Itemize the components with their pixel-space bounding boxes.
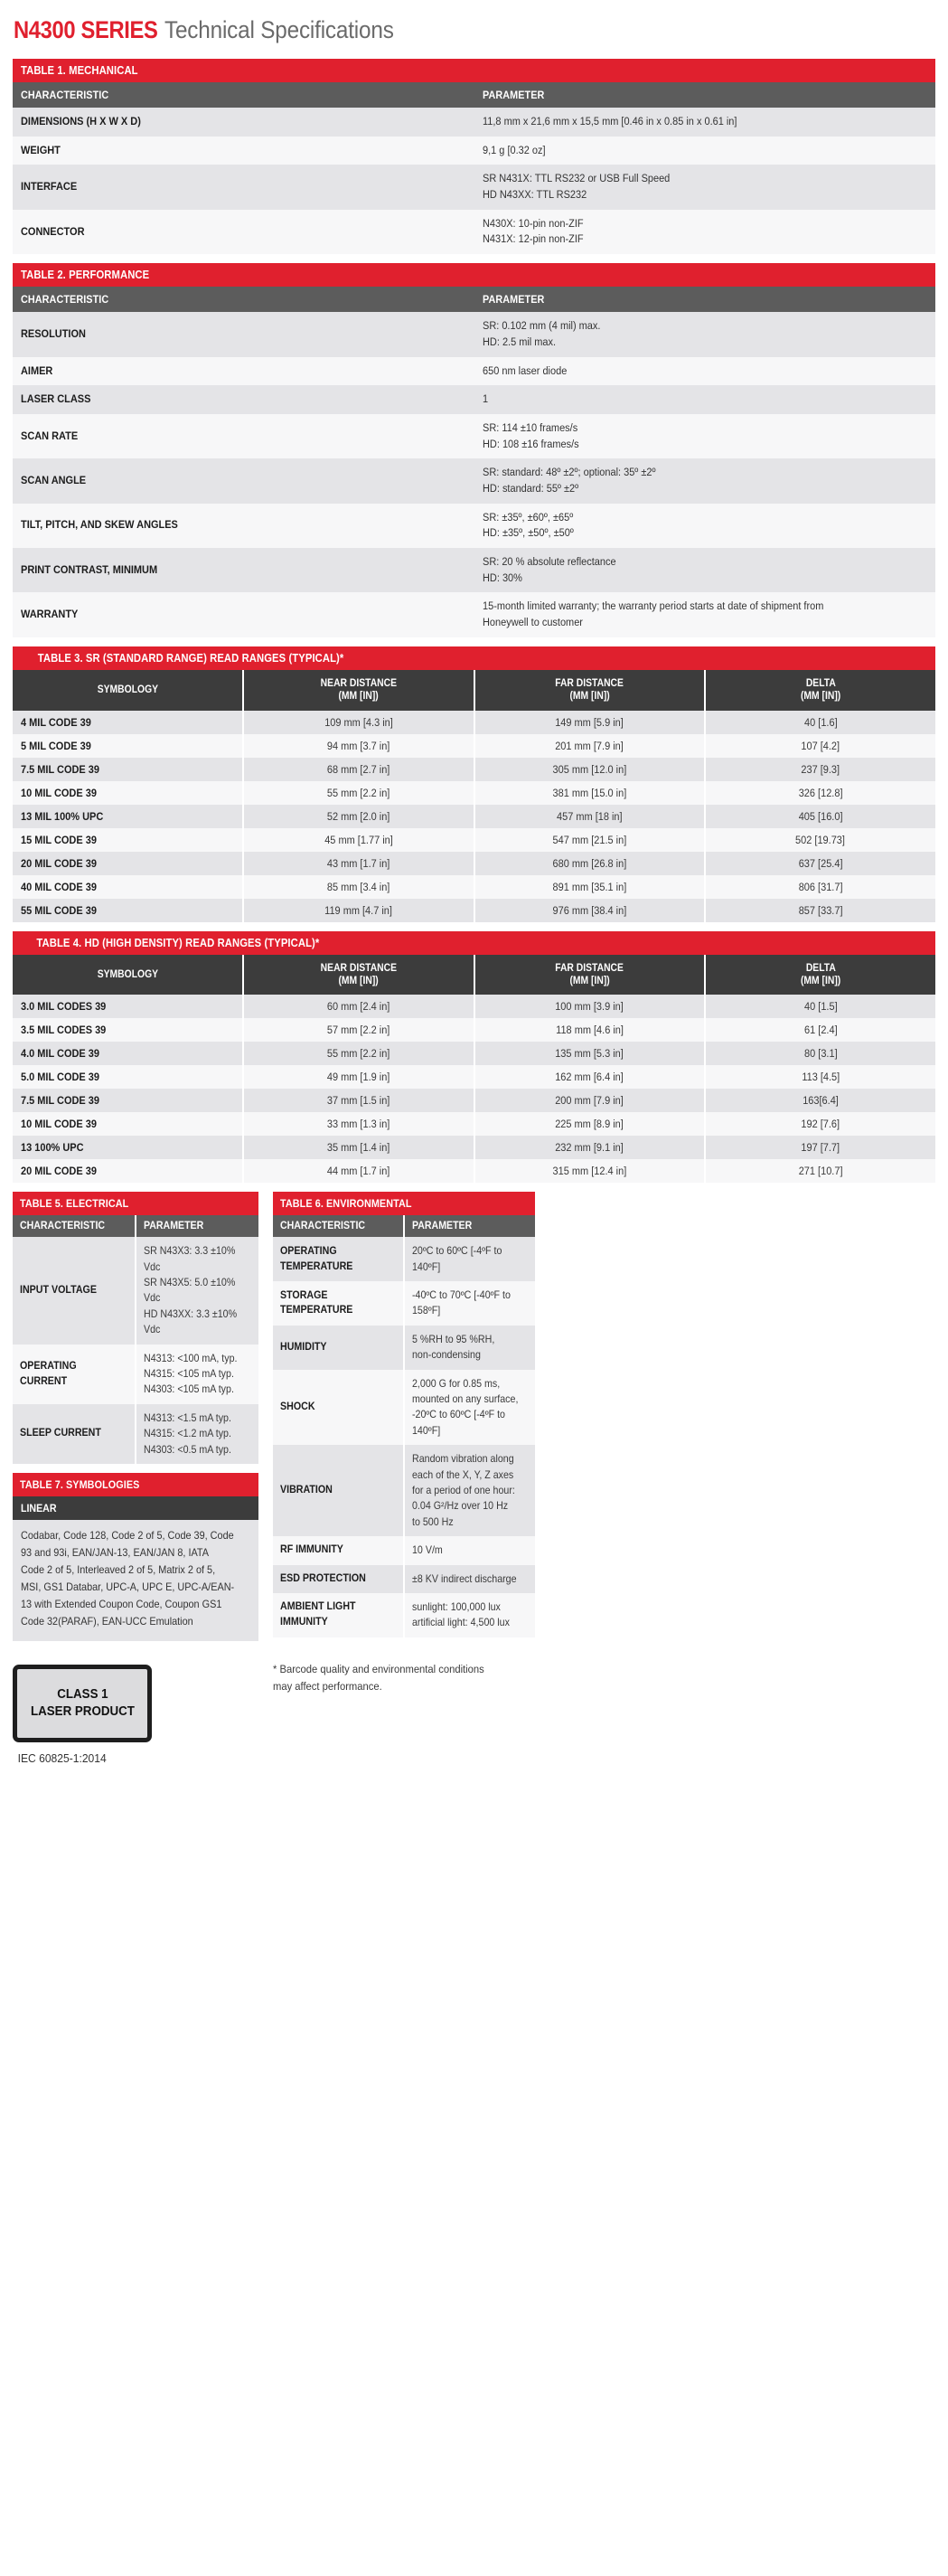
table-hd-read-ranges <box>13 931 935 1184</box>
cell-far-distance: 118 mm [4.6 in] <box>474 1018 705 1042</box>
table3-band: TABLE 3. SR (STANDARD RANGE) READ RANGES (TYPICAL)* <box>13 646 935 670</box>
table-environmental <box>273 1192 535 1637</box>
table-header-row <box>13 1215 258 1237</box>
table-row <box>13 899 935 922</box>
table-electrical <box>13 1192 258 1464</box>
table-performance <box>13 263 935 637</box>
cell-far-distance: 680 mm [26.8 in] <box>474 852 705 875</box>
table-row <box>273 1370 535 1446</box>
cell-near-distance: 43 mm [1.7 in] <box>243 852 474 875</box>
table-header-row <box>13 287 935 312</box>
cell-parameter: 15-month limited warranty; the warranty period starts at date of shipment from Honeywell to customer <box>474 592 936 637</box>
cell-delta: 271 [10.7] <box>705 1159 935 1183</box>
cell-delta: 40 [1.6] <box>705 711 935 734</box>
table-mechanical <box>13 59 935 254</box>
table4-band: TABLE 4. HD (HIGH DENSITY) READ RANGES (TYPICAL)* <box>13 931 935 955</box>
cell-symbology: 7.5 MIL CODE 39 <box>13 1089 243 1112</box>
cell-far-distance: 100 mm [3.9 in] <box>474 995 705 1018</box>
laser-badge-line2: LASER PRODUCT <box>30 1703 135 1719</box>
table-header-row <box>13 670 935 711</box>
table-row <box>273 1565 535 1593</box>
cell-characteristic: TILT, PITCH, AND SKEW ANGLES <box>13 504 474 548</box>
table-row <box>13 1065 935 1089</box>
page-title-subtitle: Technical Specifications <box>164 16 394 43</box>
cell-parameter: 2,000 G for 0.85 ms, mounted on any surface, -20ºC to 60ºC [-4ºF to 140ºF] <box>404 1370 535 1446</box>
table-row <box>273 1445 535 1536</box>
iec-standard-label: IEC 60825-1:2014 <box>17 1750 107 1765</box>
cell-characteristic: VIBRATION <box>273 1445 404 1536</box>
cell-near-distance: 35 mm [1.4 in] <box>243 1136 474 1159</box>
table1-col-parameter: PARAMETER <box>474 82 936 108</box>
spacer <box>13 922 935 931</box>
cell-symbology: 4.0 MIL CODE 39 <box>13 1042 243 1065</box>
table-row <box>273 1237 535 1281</box>
table-row <box>273 1281 535 1326</box>
table-row <box>13 504 935 548</box>
right-column <box>273 1192 535 1694</box>
cell-delta: 107 [4.2] <box>705 734 935 758</box>
cell-near-distance: 52 mm [2.0 in] <box>243 805 474 828</box>
cell-characteristic: SCAN ANGLE <box>13 458 474 503</box>
table-row <box>13 458 935 503</box>
table5-col-characteristic: CHARACTERISTIC <box>13 1215 136 1237</box>
table-row <box>13 995 935 1018</box>
table-row <box>13 1345 258 1404</box>
table-row <box>13 1042 935 1065</box>
cell-delta: 192 [7.6] <box>705 1112 935 1136</box>
table7-subhead-row <box>13 1496 258 1520</box>
cell-far-distance: 225 mm [8.9 in] <box>474 1112 705 1136</box>
table-row <box>13 357 935 386</box>
class-1-laser-product-badge <box>13 1665 152 1742</box>
table-row <box>13 592 935 637</box>
table2-band: TABLE 2. PERFORMANCE <box>13 263 935 287</box>
cell-far-distance: 457 mm [18 in] <box>474 805 705 828</box>
table-row <box>13 1159 935 1183</box>
cell-symbology: 4 MIL CODE 39 <box>13 711 243 734</box>
cell-near-distance: 94 mm [3.7 in] <box>243 734 474 758</box>
footnote-text: * Barcode quality and environmental conditions may affect performance. <box>273 1662 484 1693</box>
table-row <box>13 1404 258 1464</box>
table3-col-near: NEAR DISTANCE (MM [IN]) <box>243 670 474 711</box>
cell-near-distance: 49 mm [1.9 in] <box>243 1065 474 1089</box>
cell-symbology: 10 MIL CODE 39 <box>13 1112 243 1136</box>
table7-subhead-linear: LINEAR <box>13 1496 258 1520</box>
table4-col-delta: DELTA (MM [IN]) <box>705 955 935 995</box>
cell-symbology: 13 100% UPC <box>13 1136 243 1159</box>
cell-symbology: 10 MIL CODE 39 <box>13 781 243 805</box>
cell-parameter: SR: 0.102 mm (4 mil) max. HD: 2.5 mil max. <box>474 312 936 356</box>
table-row <box>13 1089 935 1112</box>
cell-symbology: 3.0 MIL CODES 39 <box>13 995 243 1018</box>
cell-far-distance: 976 mm [38.4 in] <box>474 899 705 922</box>
cell-far-distance: 891 mm [35.1 in] <box>474 875 705 899</box>
cell-parameter: SR: 114 ±10 frames/s HD: 108 ±16 frames/s <box>474 414 936 458</box>
table-row <box>13 805 935 828</box>
table3-col-far: FAR DISTANCE (MM [IN]) <box>474 670 705 711</box>
table3-col-delta: DELTA (MM [IN]) <box>705 670 935 711</box>
cell-symbology: 20 MIL CODE 39 <box>13 852 243 875</box>
table-band-row <box>13 1192 258 1215</box>
cell-characteristic: AIMER <box>13 357 474 386</box>
table-sr-read-ranges <box>13 646 935 922</box>
cell-delta: 61 [2.4] <box>705 1018 935 1042</box>
cell-far-distance: 547 mm [21.5 in] <box>474 828 705 852</box>
cell-characteristic: INPUT VOLTAGE <box>13 1237 136 1344</box>
cell-characteristic: HUMIDITY <box>273 1326 404 1370</box>
table-band-row <box>13 1473 258 1496</box>
table6-col-parameter: PARAMETER <box>404 1215 535 1237</box>
table-row <box>13 312 935 356</box>
cell-near-distance: 85 mm [3.4 in] <box>243 875 474 899</box>
table-row <box>13 108 935 137</box>
table-row <box>13 734 935 758</box>
cell-characteristic: RF IMMUNITY <box>273 1536 404 1564</box>
cell-far-distance: 200 mm [7.9 in] <box>474 1089 705 1112</box>
table-band-row <box>273 1192 535 1215</box>
cell-near-distance: 68 mm [2.7 in] <box>243 758 474 781</box>
cell-symbology: 7.5 MIL CODE 39 <box>13 758 243 781</box>
cell-characteristic: PRINT CONTRAST, MINIMUM <box>13 548 474 592</box>
table4-col-far: FAR DISTANCE (MM [IN]) <box>474 955 705 995</box>
table-row <box>13 1112 935 1136</box>
cell-parameter: -40ºC to 70ºC [-40ºF to 158ºF] <box>404 1281 535 1326</box>
cell-near-distance: 55 mm [2.2 in] <box>243 781 474 805</box>
cell-symbology: 40 MIL CODE 39 <box>13 875 243 899</box>
cell-parameter: SR N431X: TTL RS232 or USB Full Speed HD N43XX: TTL RS232 <box>474 165 936 209</box>
cell-characteristic: AMBIENT LIGHT IMMUNITY <box>273 1593 404 1637</box>
table7-band: TABLE 7. SYMBOLOGIES <box>13 1473 258 1496</box>
cell-characteristic: STORAGE TEMPERATURE <box>273 1281 404 1326</box>
cell-characteristic: ESD PROTECTION <box>273 1565 404 1593</box>
cell-far-distance: 305 mm [12.0 in] <box>474 758 705 781</box>
cell-delta: 502 [19.73] <box>705 828 935 852</box>
table-symbologies <box>13 1473 258 1641</box>
cell-near-distance: 45 mm [1.77 in] <box>243 828 474 852</box>
cell-characteristic: LASER CLASS <box>13 385 474 414</box>
table2-col-parameter: PARAMETER <box>474 287 936 312</box>
cell-symbology: 20 MIL CODE 39 <box>13 1159 243 1183</box>
cell-delta: 197 [7.7] <box>705 1136 935 1159</box>
table-band-row <box>13 931 935 955</box>
cell-delta: 326 [12.8] <box>705 781 935 805</box>
cell-delta: 40 [1.5] <box>705 995 935 1018</box>
cell-symbology: 55 MIL CODE 39 <box>13 899 243 922</box>
table-row <box>13 875 935 899</box>
cell-characteristic: SHOCK <box>273 1370 404 1446</box>
cell-parameter: SR: ±35º, ±60º, ±65º HD: ±35º, ±50º, ±50º <box>474 504 936 548</box>
spacer <box>13 254 935 263</box>
left-column <box>13 1192 258 1766</box>
cell-parameter: N4313: <1.5 mA typ. N4315: <1.2 mA typ. N4303: <0.5 mA typ. <box>136 1404 258 1464</box>
table-row <box>13 758 935 781</box>
cell-characteristic: WEIGHT <box>13 137 474 165</box>
table-row <box>13 781 935 805</box>
table-row <box>13 548 935 592</box>
cell-parameter: 11,8 mm x 21,6 mm x 15,5 mm [0.46 in x 0.85 in x 0.61 in] <box>474 108 936 137</box>
table1-col-characteristic: CHARACTERISTIC <box>13 82 474 108</box>
table-row <box>13 165 935 209</box>
spacer <box>13 637 935 646</box>
cell-far-distance: 162 mm [6.4 in] <box>474 1065 705 1089</box>
table4-col-near: NEAR DISTANCE (MM [IN]) <box>243 955 474 995</box>
lower-section <box>13 1192 935 1766</box>
cell-far-distance: 315 mm [12.4 in] <box>474 1159 705 1183</box>
spacer <box>13 1464 258 1473</box>
cell-delta: 806 [31.7] <box>705 875 935 899</box>
table1-band: TABLE 1. MECHANICAL <box>13 59 935 82</box>
table-row <box>13 828 935 852</box>
table-row <box>13 1136 935 1159</box>
table-band-row <box>13 263 935 287</box>
table-row <box>273 1536 535 1564</box>
cell-parameter: SR: 20 % absolute reflectance HD: 30% <box>474 548 936 592</box>
laser-badge-wrap <box>13 1665 258 1767</box>
cell-parameter: Random vibration along each of the X, Y, Z axes for a period of one hour: 0.04 G²/Hz over 10 Hz to 500 Hz <box>404 1445 535 1536</box>
table3-col-symbology: SYMBOLOGY <box>13 670 243 711</box>
cell-parameter: 5 %RH to 95 %RH, non-condensing <box>404 1326 535 1370</box>
cell-near-distance: 44 mm [1.7 in] <box>243 1159 474 1183</box>
cell-symbology: 3.5 MIL CODES 39 <box>13 1018 243 1042</box>
table-row <box>13 137 935 165</box>
cell-parameter: 650 nm laser diode <box>474 357 936 386</box>
table6-band: TABLE 6. ENVIRONMENTAL <box>273 1192 535 1215</box>
cell-far-distance: 135 mm [5.3 in] <box>474 1042 705 1065</box>
page-title-brand: N4300 SERIES <box>14 16 158 43</box>
cell-parameter: sunlight: 100,000 lux artificial light: 4,500 lux <box>404 1593 535 1637</box>
table-row <box>13 1018 935 1042</box>
table-row <box>13 1237 258 1344</box>
table2-col-characteristic: CHARACTERISTIC <box>13 287 474 312</box>
cell-far-distance: 201 mm [7.9 in] <box>474 734 705 758</box>
cell-characteristic: WARRANTY <box>13 592 474 637</box>
cell-parameter: 9,1 g [0.32 oz] <box>474 137 936 165</box>
cell-delta: 237 [9.3] <box>705 758 935 781</box>
laser-badge-line1: CLASS 1 <box>56 1686 108 1702</box>
cell-characteristic: RESOLUTION <box>13 312 474 356</box>
footnote <box>273 1661 535 1695</box>
table-band-row <box>13 646 935 670</box>
cell-characteristic: SLEEP CURRENT <box>13 1404 136 1464</box>
cell-parameter: N430X: 10-pin non-ZIF N431X: 12-pin non-ZIF <box>474 210 936 254</box>
cell-parameter: SR: standard: 48º ±2º; optional: 35º ±2º HD: standard: 55º ±2º <box>474 458 936 503</box>
table-row <box>13 414 935 458</box>
cell-characteristic: CONNECTOR <box>13 210 474 254</box>
table7-body-row <box>13 1520 258 1641</box>
cell-near-distance: 109 mm [4.3 in] <box>243 711 474 734</box>
cell-characteristic: OPERATING CURRENT <box>13 1345 136 1404</box>
cell-characteristic: SCAN RATE <box>13 414 474 458</box>
cell-delta: 637 [25.4] <box>705 852 935 875</box>
cell-far-distance: 149 mm [5.9 in] <box>474 711 705 734</box>
cell-symbology: 13 MIL 100% UPC <box>13 805 243 828</box>
cell-near-distance: 33 mm [1.3 in] <box>243 1112 474 1136</box>
cell-parameter: 10 V/m <box>404 1536 535 1564</box>
cell-delta: 163[6.4] <box>705 1089 935 1112</box>
cell-characteristic: INTERFACE <box>13 165 474 209</box>
cell-parameter: 20ºC to 60ºC [-4ºF to 140ºF] <box>404 1237 535 1281</box>
table-header-row <box>13 82 935 108</box>
cell-near-distance: 119 mm [4.7 in] <box>243 899 474 922</box>
table-band-row <box>13 59 935 82</box>
table-row <box>13 852 935 875</box>
cell-delta: 857 [33.7] <box>705 899 935 922</box>
cell-near-distance: 60 mm [2.4 in] <box>243 995 474 1018</box>
page-title <box>13 0 935 59</box>
cell-delta: 405 [16.0] <box>705 805 935 828</box>
cell-far-distance: 381 mm [15.0 in] <box>474 781 705 805</box>
table7-symbology-list: Codabar, Code 128, Code 2 of 5, Code 39, Code 93 and 93i, EAN/JAN-13, EAN/JAN 8, IATA Code 2 of 5, Interleaved 2 of 5, Matrix 2 of 5, MSI, GS1 Databar, UPC-A, UPC E, UPC-A/EAN-13 with Extended Coupon Code, Coupon GS1 Code 32(PARAF), EAN-UCC Emulation <box>13 1520 258 1641</box>
cell-symbology: 15 MIL CODE 39 <box>13 828 243 852</box>
table-header-row <box>13 955 935 995</box>
cell-near-distance: 37 mm [1.5 in] <box>243 1089 474 1112</box>
table-row <box>273 1326 535 1370</box>
cell-parameter: N4313: <100 mA, typ. N4315: <105 mA typ. N4303: <105 mA typ. <box>136 1345 258 1404</box>
laser-badge-text <box>31 1686 135 1721</box>
table4-col-symbology: SYMBOLOGY <box>13 955 243 995</box>
table-header-row <box>273 1215 535 1237</box>
cell-parameter: 1 <box>474 385 936 414</box>
cell-characteristic: DIMENSIONS (H X W X D) <box>13 108 474 137</box>
cell-far-distance: 232 mm [9.1 in] <box>474 1136 705 1159</box>
table-row <box>13 210 935 254</box>
cell-delta: 80 [3.1] <box>705 1042 935 1065</box>
cell-parameter: ±8 KV indirect discharge <box>404 1565 535 1593</box>
table-row <box>13 385 935 414</box>
cell-near-distance: 55 mm [2.2 in] <box>243 1042 474 1065</box>
table-row <box>273 1593 535 1637</box>
cell-characteristic: OPERATING TEMPERATURE <box>273 1237 404 1281</box>
cell-symbology: 5 MIL CODE 39 <box>13 734 243 758</box>
cell-parameter: SR N43X3: 3.3 ±10% Vdc SR N43X5: 5.0 ±10% Vdc HD N43XX: 3.3 ±10% Vdc <box>136 1237 258 1344</box>
table6-col-characteristic: CHARACTERISTIC <box>273 1215 404 1237</box>
cell-delta: 113 [4.5] <box>705 1065 935 1089</box>
cell-near-distance: 57 mm [2.2 in] <box>243 1018 474 1042</box>
table5-band: TABLE 5. ELECTRICAL <box>13 1192 258 1215</box>
table5-col-parameter: PARAMETER <box>136 1215 258 1237</box>
table-row <box>13 711 935 734</box>
cell-symbology: 5.0 MIL CODE 39 <box>13 1065 243 1089</box>
